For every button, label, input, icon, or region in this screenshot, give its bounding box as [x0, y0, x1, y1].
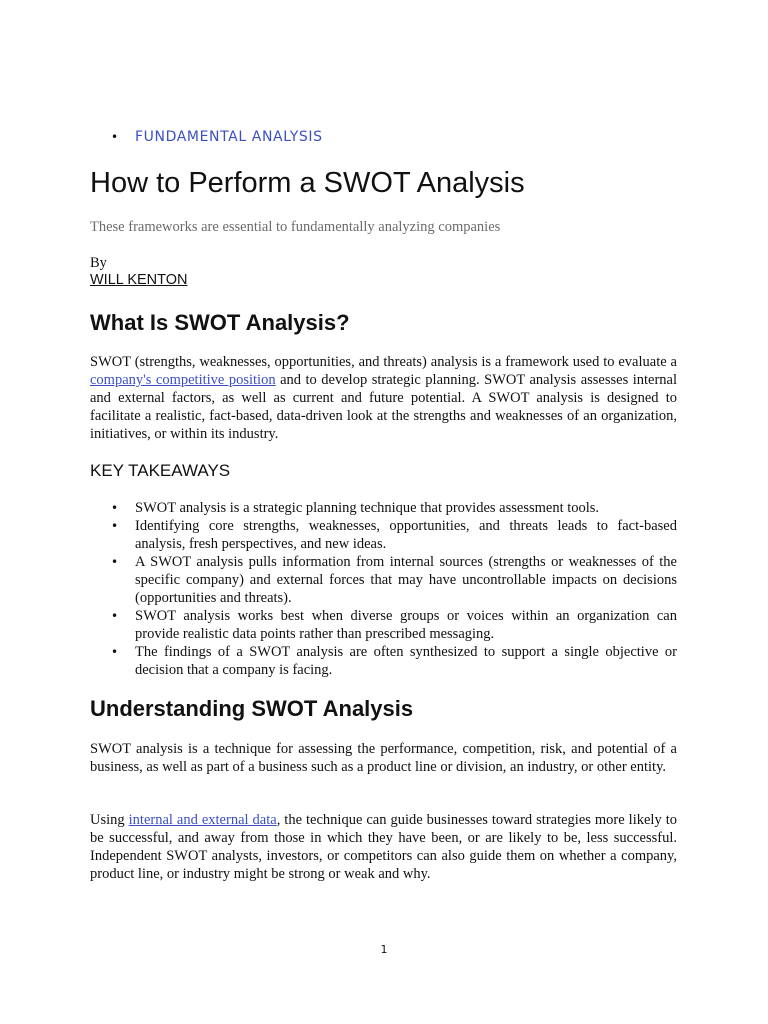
list-item — [111, 553, 677, 607]
section1-text-part2: and to develop strategic planning. SWOT analysis assesses internal and external factors, as well as current and future potential. A SWOT analysis is designed to facilitate a realistic, fact-based, data-driven look at the strengths and weaknesses of an organization, initiatives, or within its industry. — [90, 372, 678, 442]
bullet-icon: • — [111, 130, 119, 144]
section1-text-part1: SWOT (strengths, weaknesses, opportunities, and threats) analysis is a framework used to evaluate a — [90, 354, 677, 370]
section2-paragraph-2 — [90, 811, 677, 883]
bullet-icon: • — [111, 555, 119, 569]
bullet-icon: • — [111, 645, 119, 659]
byline-prefix: By — [90, 255, 107, 271]
competitive-position-link[interactable]: company's competitive position — [90, 372, 276, 388]
bullet-icon: • — [111, 609, 119, 623]
section2-paragraph-1: SWOT analysis is a technique for assessing the performance, competition, risk, and potential of a business, as well as part of a business such as a product line or division, an industry, or other entity. — [90, 741, 677, 775]
list-item — [111, 517, 677, 553]
section2-text-rest: , the technique can guide businesses toward strategies more likely to be successful, and away from those in which they have been, or are likely to be, less successful. Independent SWOT analysts, investors, or competitors can also guide them on whether a company, product line, or industry might be strong or weak and why. — [90, 812, 677, 882]
bullet-icon: • — [111, 501, 119, 515]
section2-text-prefix: Using — [90, 812, 129, 828]
article-title: How to Perform a SWOT Analysis — [90, 167, 525, 199]
category-list — [90, 126, 323, 148]
takeaway-text: The findings of a SWOT analysis are often synthesized to support a single objective or decision that a company is facing. — [135, 644, 677, 678]
takeaway-text: Identifying core strengths, weaknesses, opportunities, and threats leads to fact-based analysis, fresh perspectives, and new ideas. — [135, 518, 677, 552]
category-item[interactable] — [111, 126, 323, 148]
category-link[interactable]: FUNDAMENTAL ANALYSIS — [135, 129, 323, 145]
key-takeaways-list — [90, 499, 677, 679]
internal-external-data-link[interactable]: internal and external data — [128, 812, 277, 828]
author-link[interactable]: WILL KENTON — [90, 272, 188, 288]
page-number: 1 — [380, 943, 388, 956]
list-item — [111, 643, 677, 679]
list-item — [111, 607, 677, 643]
article-subtitle: These frameworks are essential to fundamentally analyzing companies — [90, 219, 501, 235]
key-takeaways-heading: KEY TAKEAWAYS — [90, 461, 231, 480]
section1-paragraph — [90, 353, 677, 443]
section-heading-what-is-swot: What Is SWOT Analysis? — [90, 310, 350, 335]
bullet-icon: • — [111, 519, 119, 533]
takeaway-text: SWOT analysis is a strategic planning technique that provides assessment tools. — [135, 500, 600, 516]
list-item — [111, 499, 677, 517]
takeaway-text: SWOT analysis works best when diverse groups or voices within an organization can provide realistic data points rather than prescribed messaging. — [135, 608, 677, 642]
section-heading-understanding-swot: Understanding SWOT Analysis — [90, 696, 414, 721]
takeaway-text: A SWOT analysis pulls information from internal sources (strengths or weaknesses of the specific company) and external forces that may have uncontrollable impacts on decisions (opportunities and threats). — [135, 554, 677, 606]
